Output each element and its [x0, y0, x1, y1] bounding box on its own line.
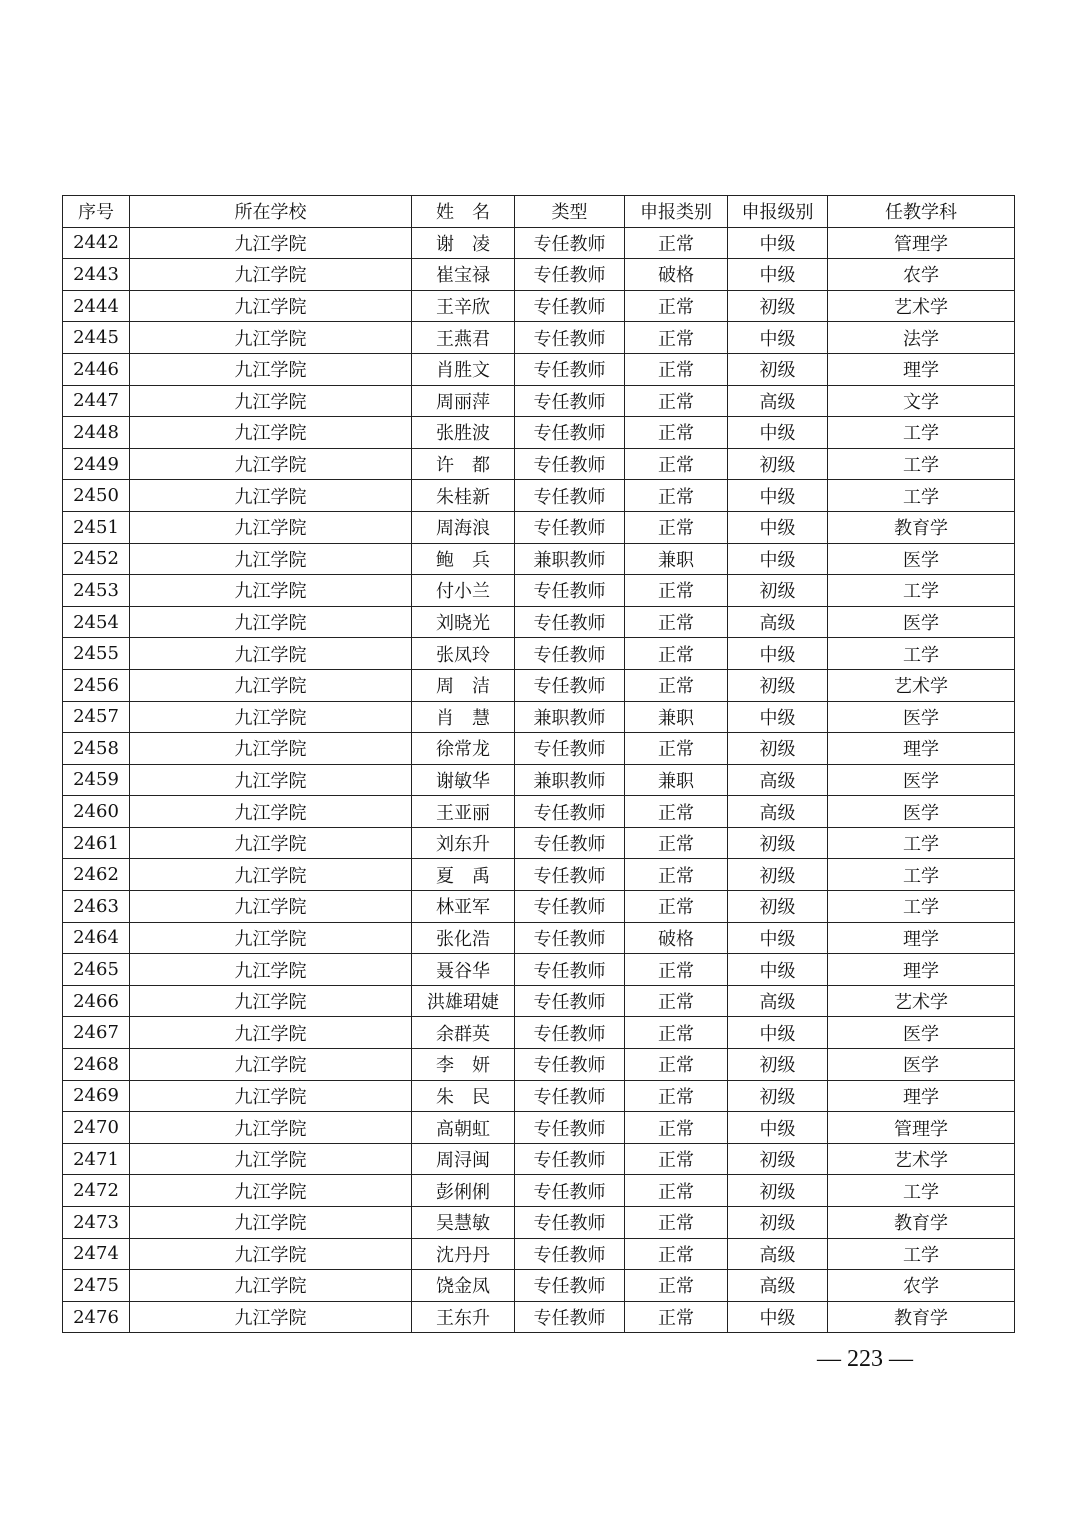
cell-seq: 2450: [63, 480, 130, 512]
cell-type: 专任教师: [515, 1175, 625, 1207]
cell-seq: 2444: [63, 290, 130, 322]
cell-school: 九江学院: [130, 511, 412, 543]
table-row: [63, 922, 1015, 954]
cell-subject: 文学: [828, 385, 1015, 417]
cell-type: 专任教师: [515, 606, 625, 638]
cell-level: 初级: [728, 448, 828, 480]
cell-category: 破格: [625, 259, 728, 291]
cell-name: 洪雄珺婕: [412, 985, 515, 1017]
cell-level: 初级: [728, 1175, 828, 1207]
table-row: [63, 1017, 1015, 1049]
cell-name: 张胜波: [412, 417, 515, 449]
table-row: [63, 290, 1015, 322]
cell-type: 专任教师: [515, 575, 625, 607]
cell-school: 九江学院: [130, 638, 412, 670]
cell-subject: 工学: [828, 480, 1015, 512]
cell-school: 九江学院: [130, 827, 412, 859]
table-row: [63, 417, 1015, 449]
cell-level: 中级: [728, 322, 828, 354]
cell-category: 正常: [625, 827, 728, 859]
cell-subject: 医学: [828, 543, 1015, 575]
cell-seq: 2458: [63, 733, 130, 765]
cell-name: 付小兰: [412, 575, 515, 607]
cell-name: 高朝虹: [412, 1112, 515, 1144]
cell-seq: 2467: [63, 1017, 130, 1049]
cell-school: 九江学院: [130, 543, 412, 575]
cell-category: 兼职: [625, 764, 728, 796]
cell-school: 九江学院: [130, 1238, 412, 1270]
cell-type: 专任教师: [515, 1049, 625, 1081]
cell-subject: 理学: [828, 353, 1015, 385]
cell-subject: 理学: [828, 1080, 1015, 1112]
cell-subject: 理学: [828, 733, 1015, 765]
cell-seq: 2451: [63, 511, 130, 543]
cell-level: 初级: [728, 353, 828, 385]
cell-seq: 2463: [63, 891, 130, 923]
cell-subject: 工学: [828, 638, 1015, 670]
cell-school: 九江学院: [130, 575, 412, 607]
cell-school: 九江学院: [130, 1017, 412, 1049]
cell-subject: 理学: [828, 922, 1015, 954]
cell-seq: 2474: [63, 1238, 130, 1270]
cell-name: 肖胜文: [412, 353, 515, 385]
header-category: 申报类别: [625, 196, 728, 228]
cell-subject: 教育学: [828, 511, 1015, 543]
cell-type: 专任教师: [515, 290, 625, 322]
cell-type: 专任教师: [515, 891, 625, 923]
cell-subject: 工学: [828, 859, 1015, 891]
table-row: [63, 606, 1015, 638]
cell-seq: 2469: [63, 1080, 130, 1112]
cell-category: 正常: [625, 1017, 728, 1049]
cell-level: 高级: [728, 985, 828, 1017]
cell-subject: 医学: [828, 1049, 1015, 1081]
cell-level: 中级: [728, 227, 828, 259]
cell-category: 正常: [625, 859, 728, 891]
cell-category: 正常: [625, 227, 728, 259]
cell-name: 王亚丽: [412, 796, 515, 828]
table-row: [63, 669, 1015, 701]
table-row: [63, 733, 1015, 765]
cell-type: 专任教师: [515, 385, 625, 417]
cell-subject: 艺术学: [828, 290, 1015, 322]
cell-category: 正常: [625, 606, 728, 638]
table-row: [63, 1301, 1015, 1333]
cell-school: 九江学院: [130, 290, 412, 322]
cell-seq: 2455: [63, 638, 130, 670]
cell-seq: 2459: [63, 764, 130, 796]
cell-level: 中级: [728, 954, 828, 986]
cell-school: 九江学院: [130, 796, 412, 828]
cell-name: 周海浪: [412, 511, 515, 543]
cell-level: 中级: [728, 1112, 828, 1144]
cell-category: 正常: [625, 385, 728, 417]
cell-name: 谢敏华: [412, 764, 515, 796]
cell-name: 刘晓光: [412, 606, 515, 638]
cell-type: 专任教师: [515, 1143, 625, 1175]
cell-category: 正常: [625, 1270, 728, 1302]
cell-seq: 2456: [63, 669, 130, 701]
table-body: [63, 227, 1015, 1333]
table-row: [63, 1112, 1015, 1144]
cell-category: 正常: [625, 322, 728, 354]
cell-subject: 艺术学: [828, 985, 1015, 1017]
cell-name: 王辛欣: [412, 290, 515, 322]
cell-seq: 2472: [63, 1175, 130, 1207]
cell-level: 中级: [728, 922, 828, 954]
table-row: [63, 511, 1015, 543]
header-subject: 任教学科: [828, 196, 1015, 228]
cell-level: 初级: [728, 859, 828, 891]
cell-type: 专任教师: [515, 1270, 625, 1302]
cell-type: 专任教师: [515, 353, 625, 385]
cell-subject: 法学: [828, 322, 1015, 354]
table-row: [63, 448, 1015, 480]
cell-category: 正常: [625, 954, 728, 986]
cell-subject: 医学: [828, 701, 1015, 733]
table-row: [63, 764, 1015, 796]
cell-type: 专任教师: [515, 448, 625, 480]
cell-name: 夏 禹: [412, 859, 515, 891]
cell-school: 九江学院: [130, 353, 412, 385]
cell-name: 崔宝禄: [412, 259, 515, 291]
cell-type: 专任教师: [515, 1112, 625, 1144]
cell-type: 专任教师: [515, 1238, 625, 1270]
cell-seq: 2475: [63, 1270, 130, 1302]
cell-seq: 2453: [63, 575, 130, 607]
cell-name: 朱 民: [412, 1080, 515, 1112]
cell-name: 林亚军: [412, 891, 515, 923]
cell-school: 九江学院: [130, 259, 412, 291]
table-row: [63, 1207, 1015, 1239]
cell-level: 中级: [728, 417, 828, 449]
table-row: [63, 1143, 1015, 1175]
cell-school: 九江学院: [130, 480, 412, 512]
cell-name: 周浔闽: [412, 1143, 515, 1175]
cell-category: 正常: [625, 290, 728, 322]
cell-subject: 管理学: [828, 227, 1015, 259]
cell-seq: 2449: [63, 448, 130, 480]
cell-school: 九江学院: [130, 227, 412, 259]
header-name: 姓 名: [412, 196, 515, 228]
cell-level: 中级: [728, 638, 828, 670]
cell-subject: 医学: [828, 764, 1015, 796]
cell-school: 九江学院: [130, 1080, 412, 1112]
cell-subject: 医学: [828, 606, 1015, 638]
cell-school: 九江学院: [130, 891, 412, 923]
cell-level: 高级: [728, 796, 828, 828]
table-row: [63, 227, 1015, 259]
cell-seq: 2466: [63, 985, 130, 1017]
cell-category: 正常: [625, 1207, 728, 1239]
cell-school: 九江学院: [130, 985, 412, 1017]
cell-seq: 2476: [63, 1301, 130, 1333]
cell-name: 李 妍: [412, 1049, 515, 1081]
cell-school: 九江学院: [130, 922, 412, 954]
cell-subject: 理学: [828, 954, 1015, 986]
page-number: — 223 —: [817, 1346, 913, 1372]
cell-seq: 2461: [63, 827, 130, 859]
cell-name: 王燕君: [412, 322, 515, 354]
cell-category: 正常: [625, 575, 728, 607]
cell-level: 中级: [728, 701, 828, 733]
header-school: 所在学校: [130, 196, 412, 228]
cell-subject: 工学: [828, 827, 1015, 859]
cell-category: 正常: [625, 985, 728, 1017]
cell-type: 专任教师: [515, 733, 625, 765]
header-level: 申报级别: [728, 196, 828, 228]
cell-school: 九江学院: [130, 1301, 412, 1333]
cell-seq: 2447: [63, 385, 130, 417]
cell-category: 正常: [625, 1080, 728, 1112]
cell-category: 正常: [625, 1175, 728, 1207]
cell-school: 九江学院: [130, 606, 412, 638]
cell-name: 鲍 兵: [412, 543, 515, 575]
cell-school: 九江学院: [130, 1270, 412, 1302]
cell-name: 肖 慧: [412, 701, 515, 733]
cell-category: 兼职: [625, 543, 728, 575]
table-row: [63, 543, 1015, 575]
cell-school: 九江学院: [130, 954, 412, 986]
cell-name: 谢 凌: [412, 227, 515, 259]
cell-category: 正常: [625, 353, 728, 385]
cell-level: 初级: [728, 733, 828, 765]
cell-level: 中级: [728, 511, 828, 543]
header-seq: 序号: [63, 196, 130, 228]
cell-name: 朱桂新: [412, 480, 515, 512]
cell-name: 张凤玲: [412, 638, 515, 670]
cell-school: 九江学院: [130, 322, 412, 354]
cell-type: 专任教师: [515, 259, 625, 291]
table-row: [63, 1175, 1015, 1207]
cell-school: 九江学院: [130, 669, 412, 701]
cell-seq: 2465: [63, 954, 130, 986]
cell-level: 高级: [728, 606, 828, 638]
header-row: [63, 196, 1015, 228]
cell-seq: 2443: [63, 259, 130, 291]
cell-school: 九江学院: [130, 859, 412, 891]
cell-name: 饶金凤: [412, 1270, 515, 1302]
cell-category: 正常: [625, 1301, 728, 1333]
cell-type: 专任教师: [515, 227, 625, 259]
table-row: [63, 891, 1015, 923]
cell-school: 九江学院: [130, 733, 412, 765]
cell-subject: 工学: [828, 417, 1015, 449]
table-row: [63, 575, 1015, 607]
cell-level: 初级: [728, 669, 828, 701]
cell-type: 专任教师: [515, 922, 625, 954]
cell-category: 正常: [625, 796, 728, 828]
cell-subject: 艺术学: [828, 669, 1015, 701]
cell-name: 彭俐俐: [412, 1175, 515, 1207]
cell-seq: 2471: [63, 1143, 130, 1175]
cell-level: 中级: [728, 1017, 828, 1049]
table-row: [63, 480, 1015, 512]
cell-level: 中级: [728, 259, 828, 291]
cell-category: 正常: [625, 1112, 728, 1144]
cell-type: 兼职教师: [515, 701, 625, 733]
table-row: [63, 638, 1015, 670]
table-row: [63, 385, 1015, 417]
cell-level: 中级: [728, 480, 828, 512]
cell-category: 正常: [625, 1238, 728, 1270]
table-row: [63, 1080, 1015, 1112]
cell-level: 初级: [728, 1207, 828, 1239]
cell-seq: 2446: [63, 353, 130, 385]
cell-type: 专任教师: [515, 511, 625, 543]
cell-category: 正常: [625, 733, 728, 765]
cell-subject: 工学: [828, 1175, 1015, 1207]
cell-seq: 2445: [63, 322, 130, 354]
cell-name: 刘东升: [412, 827, 515, 859]
cell-seq: 2464: [63, 922, 130, 954]
cell-category: 兼职: [625, 701, 728, 733]
cell-level: 初级: [728, 1143, 828, 1175]
cell-name: 徐常龙: [412, 733, 515, 765]
cell-name: 吴慧敏: [412, 1207, 515, 1239]
cell-category: 正常: [625, 891, 728, 923]
cell-level: 初级: [728, 1049, 828, 1081]
cell-category: 正常: [625, 1049, 728, 1081]
cell-seq: 2473: [63, 1207, 130, 1239]
cell-subject: 教育学: [828, 1207, 1015, 1239]
table-row: [63, 1238, 1015, 1270]
roster-table: [62, 195, 1015, 1333]
cell-seq: 2452: [63, 543, 130, 575]
cell-subject: 农学: [828, 259, 1015, 291]
cell-name: 沈丹丹: [412, 1238, 515, 1270]
cell-seq: 2457: [63, 701, 130, 733]
cell-category: 正常: [625, 480, 728, 512]
cell-type: 专任教师: [515, 1301, 625, 1333]
cell-school: 九江学院: [130, 1207, 412, 1239]
table-row: [63, 954, 1015, 986]
table-row: [63, 1049, 1015, 1081]
table-row: [63, 985, 1015, 1017]
cell-level: 中级: [728, 543, 828, 575]
cell-type: 专任教师: [515, 827, 625, 859]
cell-type: 专任教师: [515, 954, 625, 986]
cell-subject: 工学: [828, 1238, 1015, 1270]
cell-school: 九江学院: [130, 764, 412, 796]
cell-type: 兼职教师: [515, 764, 625, 796]
cell-school: 九江学院: [130, 1112, 412, 1144]
cell-level: 高级: [728, 1270, 828, 1302]
cell-subject: 农学: [828, 1270, 1015, 1302]
table-row: [63, 827, 1015, 859]
cell-school: 九江学院: [130, 701, 412, 733]
cell-type: 专任教师: [515, 985, 625, 1017]
cell-level: 初级: [728, 827, 828, 859]
cell-school: 九江学院: [130, 448, 412, 480]
cell-school: 九江学院: [130, 1049, 412, 1081]
cell-level: 初级: [728, 891, 828, 923]
cell-type: 兼职教师: [515, 543, 625, 575]
cell-name: 周 洁: [412, 669, 515, 701]
table-row: [63, 353, 1015, 385]
cell-type: 专任教师: [515, 417, 625, 449]
cell-category: 正常: [625, 669, 728, 701]
table-row: [63, 859, 1015, 891]
cell-subject: 工学: [828, 891, 1015, 923]
cell-level: 中级: [728, 1301, 828, 1333]
cell-type: 专任教师: [515, 796, 625, 828]
cell-seq: 2454: [63, 606, 130, 638]
cell-level: 高级: [728, 1238, 828, 1270]
cell-category: 正常: [625, 638, 728, 670]
cell-type: 专任教师: [515, 1017, 625, 1049]
cell-seq: 2470: [63, 1112, 130, 1144]
cell-type: 专任教师: [515, 1207, 625, 1239]
cell-level: 初级: [728, 575, 828, 607]
cell-seq: 2448: [63, 417, 130, 449]
cell-subject: 工学: [828, 448, 1015, 480]
cell-subject: 医学: [828, 796, 1015, 828]
cell-type: 专任教师: [515, 859, 625, 891]
cell-category: 破格: [625, 922, 728, 954]
cell-level: 高级: [728, 385, 828, 417]
table-row: [63, 796, 1015, 828]
cell-type: 专任教师: [515, 638, 625, 670]
header-type: 类型: [515, 196, 625, 228]
cell-name: 周丽萍: [412, 385, 515, 417]
cell-category: 正常: [625, 511, 728, 543]
cell-name: 聂谷华: [412, 954, 515, 986]
cell-level: 高级: [728, 764, 828, 796]
table-header: [63, 196, 1015, 228]
cell-subject: 工学: [828, 575, 1015, 607]
cell-seq: 2468: [63, 1049, 130, 1081]
cell-name: 王东升: [412, 1301, 515, 1333]
cell-school: 九江学院: [130, 1143, 412, 1175]
cell-seq: 2462: [63, 859, 130, 891]
cell-school: 九江学院: [130, 385, 412, 417]
table-row: [63, 322, 1015, 354]
cell-subject: 医学: [828, 1017, 1015, 1049]
cell-name: 张化浩: [412, 922, 515, 954]
cell-type: 专任教师: [515, 1080, 625, 1112]
cell-name: 余群英: [412, 1017, 515, 1049]
cell-name: 许 都: [412, 448, 515, 480]
cell-type: 专任教师: [515, 480, 625, 512]
cell-type: 专任教师: [515, 322, 625, 354]
cell-school: 九江学院: [130, 417, 412, 449]
cell-category: 正常: [625, 1143, 728, 1175]
cell-category: 正常: [625, 448, 728, 480]
cell-subject: 管理学: [828, 1112, 1015, 1144]
cell-subject: 教育学: [828, 1301, 1015, 1333]
cell-seq: 2460: [63, 796, 130, 828]
cell-seq: 2442: [63, 227, 130, 259]
cell-level: 初级: [728, 1080, 828, 1112]
cell-type: 专任教师: [515, 669, 625, 701]
cell-school: 九江学院: [130, 1175, 412, 1207]
cell-category: 正常: [625, 417, 728, 449]
cell-level: 初级: [728, 290, 828, 322]
cell-subject: 艺术学: [828, 1143, 1015, 1175]
table-row: [63, 1270, 1015, 1302]
table-row: [63, 259, 1015, 291]
table-row: [63, 701, 1015, 733]
